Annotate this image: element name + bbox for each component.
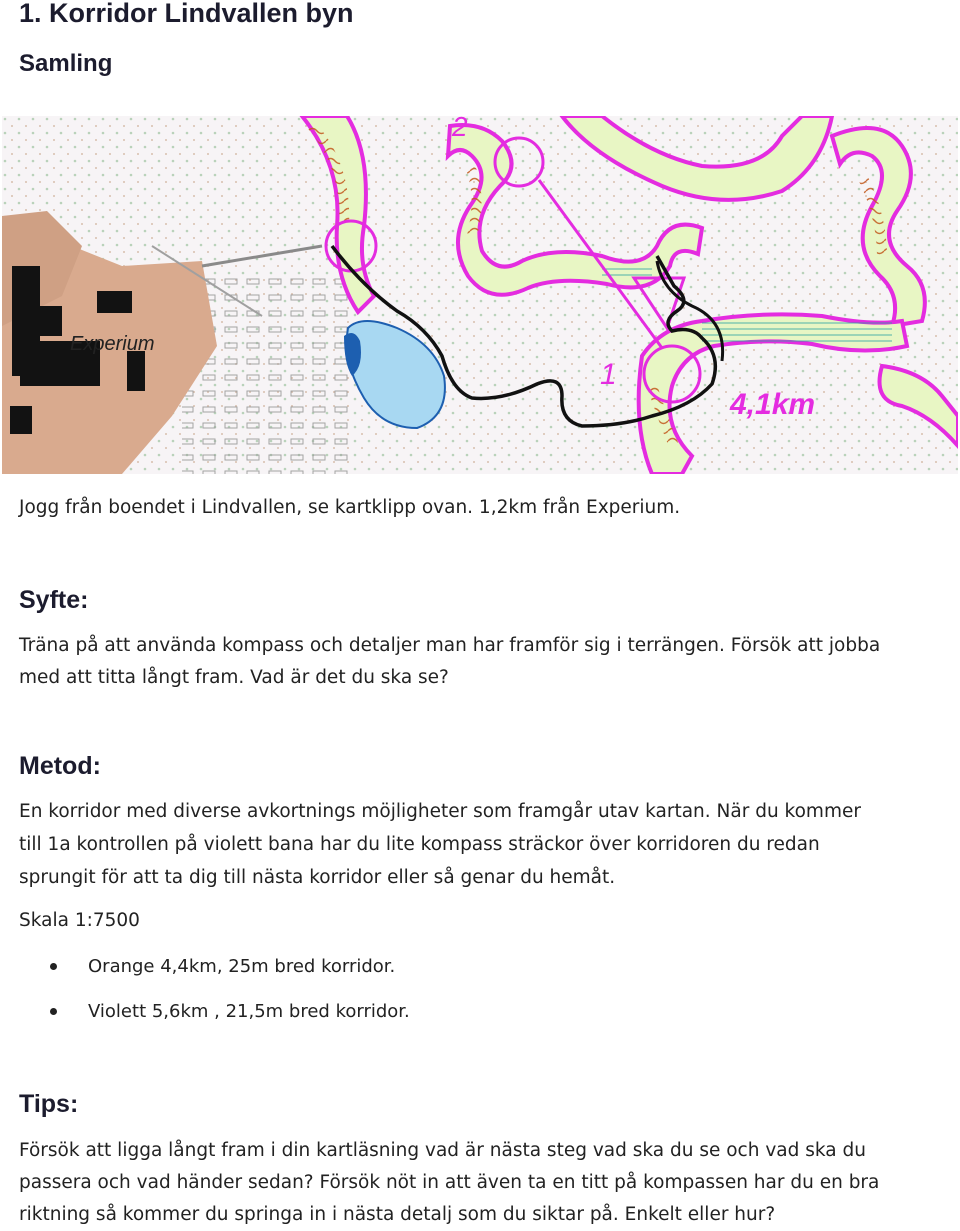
tips-heading: Tips: [19, 1090, 79, 1118]
metod-line-3: sprungit för att ta dig till nästa korridor eller så genar du hemåt. [19, 867, 616, 888]
list-item-text: Orange 4,4km, 25m bred korridor. [88, 956, 396, 977]
page-title: 1. Korridor Lindvallen byn [19, 0, 354, 28]
syfte-heading: Syfte: [19, 586, 89, 614]
map-course-number-1: 1 [600, 358, 617, 391]
map-distance-label: 4,1km [730, 388, 816, 421]
syfte-line-1: Träna på att använda kompass och detaljer man har framför sig i terrängen. Försök att jobba [19, 635, 881, 656]
intro-text: Jogg från boendet i Lindvallen, se kartklipp ovan. 1,2km från Experium. [19, 497, 681, 518]
tips-line-2: passera och vad händer sedan? Försök nöt in att även ta en titt på kompassen har du en bra [19, 1172, 880, 1193]
orienteering-map [2, 116, 958, 474]
metod-scale: Skala 1:7500 [19, 910, 140, 931]
tips-line-3: riktning så kommer du springa in i nästa detalj som du siktar på. Enkelt eller hur? [19, 1204, 776, 1225]
tips-line-1: Försök att ligga långt fram i din kartläsning vad är nästa steg vad ska du se och vad ska du [19, 1140, 866, 1161]
syfte-line-2: med att titta långt fram. Vad är det du ska se? [19, 667, 449, 688]
list-item-text: Violett 5,6km , 21,5m bred korridor. [88, 1001, 410, 1022]
metod-line-1: En korridor med diverse avkortnings möjligheter som framgår utav kartan. När du kommer [19, 801, 861, 822]
metod-heading: Metod: [19, 752, 101, 780]
metod-line-2: till 1a kontrollen på violett bana har du lite kompass sträckor över korridoren du redan [19, 834, 820, 855]
map-course-number-2: 2 [452, 116, 468, 142]
map-image [2, 116, 958, 474]
bullet-dot [50, 963, 57, 970]
page-subtitle: Samling [19, 50, 113, 77]
map-place-label: Experium [70, 333, 155, 355]
bullet-dot [50, 1008, 57, 1015]
